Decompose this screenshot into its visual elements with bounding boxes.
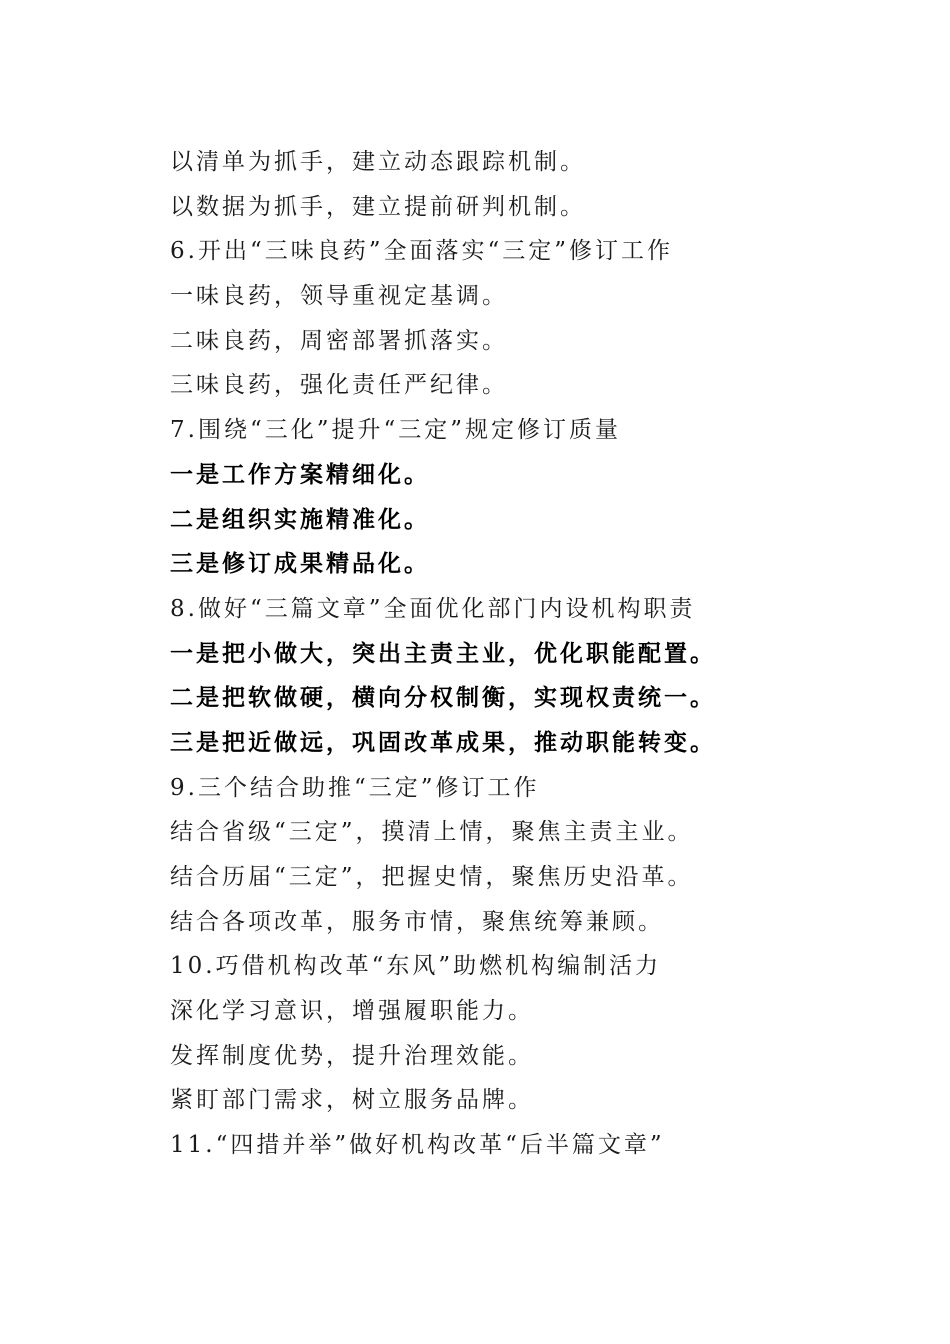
text-line: 一是把小做大，突出主责主业，优化职能配置。 [170,639,716,667]
text-line: 三味良药，强化责任严纪律。 [170,372,508,399]
text-line: 二是把软做硬，横向分权制衡，实现权责统一。 [170,684,716,712]
text-line: 深化学习意识，增强履职能力。 [170,998,534,1025]
text-line: 三是把近做远，巩固改革成果，推动职能转变。 [170,728,716,756]
text-line: 紧盯部门需求，树立服务品牌。 [170,1087,534,1114]
text-line: 发挥制度优势，提升治理效能。 [170,1042,534,1069]
section-heading: 7.围绕“三化”提升“三定”规定修订质量 [170,417,621,444]
text-line: 二是组织实施精准化。 [170,505,430,533]
section-heading: 9.三个结合助推“三定”修订工作 [170,774,540,801]
text-line: 以清单为抓手，建立动态跟踪机制。 [170,149,586,175]
text-line: 结合省级“三定”，摸清上情，聚焦主责主业。 [170,819,694,846]
text-line: 结合历届“三定”，把握史情，聚焦历史沿革。 [170,864,694,890]
text-line: 结合各项改革，服务市情，聚焦统筹兼顾。 [170,908,664,935]
text-line: 一是工作方案精细化。 [170,460,430,488]
section-heading: 10.巧借机构改革“东风”助燃机构编制活力 [170,953,662,980]
text-line: 三是修订成果精品化。 [170,550,430,578]
text-line: 一味良药，领导重视定基调。 [170,283,508,310]
section-heading: 6.开出“三味良药”全面落实“三定”修订工作 [170,238,673,265]
document-body [170,140,890,1168]
section-heading: 11.“四措并举”做好机构改革“后半篇文章” [170,1132,665,1159]
section-heading: 8.做好“三篇文章”全面优化部门内设机构职责 [170,595,696,622]
text-line: 以数据为抓手，建立提前研判机制。 [170,193,586,220]
text-line: 二味良药，周密部署抓落实。 [170,327,508,354]
